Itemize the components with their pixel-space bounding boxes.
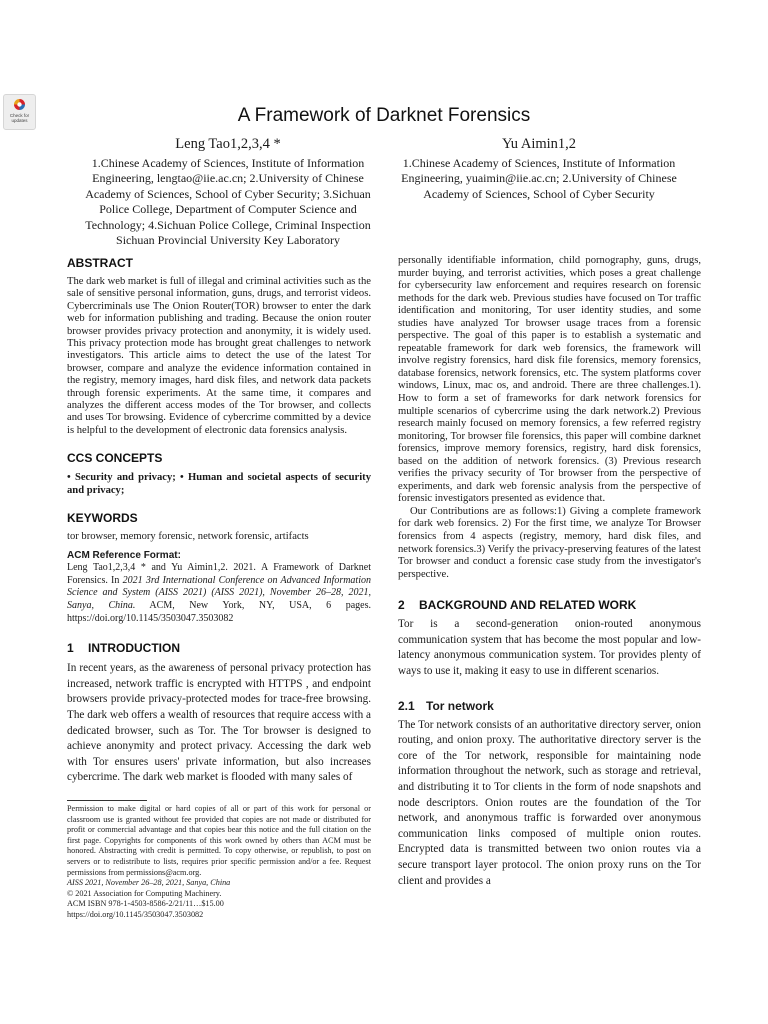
permission-venue: AISS 2021, November 26–28, 2021, Sanya, China [67,878,231,888]
reference-format-heading: ACM Reference Format: [67,550,181,562]
reference-text-end: ACM, New York, NY, USA, 6 pages. https://doi.org/10.1145/3503047.3503082 [67,600,371,624]
affiliation-line: Academy of Sciences, School of Cyber Security [423,186,655,201]
author-affiliation [72,156,384,248]
badge-text-line1: Check for [9,113,30,118]
affiliation-line: Sichuan Provincial University Key Laboratory [116,233,340,248]
section-number: 1 [67,641,74,656]
affiliation-line: 1.Chinese Academy of Sciences, Institute of Information [402,156,676,170]
author-name: Leng Tao1,2,3,4 * [175,136,281,152]
keywords-text: tor browser, memory forensic, network forensic, artifacts [67,531,309,543]
tor-network-text: The Tor network consists of an authoritative directory server, onion routing, and onion proxy. The authoritative directory server is the core of the Tor network, responsible for maintaining node information throughout the network, such as storage and retrieval, and distributing it to Tor clients in the form of node snapshots and node descriptors. Onion routes are the foundation of the Tor network, and anonymous traffic is forwarded over anonymous communication links composed of multiple onion routes. Encrypted data is transmitted between two onion routes via a secure transport layer protocol. The onion proxy runs on the Tor client and provides a [398,718,701,887]
author-block-2 [386,135,692,202]
tor-network-heading [398,698,701,714]
left-column [67,255,371,786]
affiliation-line: Technology; 4.Sichuan Police College, Criminal Inspection [85,217,371,232]
reference-venue: 2021 3rd International Conference on Advanced Information Science and System (AISS 2021) (AISS 2021), November 26–28, 2021, Sanya, China. [67,574,371,612]
intro-continued-para1: personally identifiable information, child pornography, guns, drugs, murder buying, and terrorist activities, which poses a great challenge for cybersecurity law enforcement and requires research on forensic methods for the dark web. Previous studies have focused on Tor traffic identification and monitoring, Tor user identity studies, and some studies have analyzed Tor browser usage traces from a forensic perspective. The goal of this paper is to establish a systematic and repeatable framework for dark web forensics, the framework will involve registry forensics, hard disk file forensics, memory forensics, database forensics, network forensics, etc. The system platforms cover windows, Linux, mac os, and android. There are three challenges.1). How to form a set of frameworks for dark network forensics for multiple scenarios of cybercrime using the dark network.2) Previous research mainly focused on memory forensics, a few referred registry monitoring, Tor browser file forensics, this paper will combine darknet forensics, improve memory forensics, registry, hard disk forensics, based on the addition of network forensics. (3) Previous research verifies the privacy security of Tor browser from the perspective of experiments, and dark web forensic analysis from the perspective of forensic investigators presented as evidence that. [398,255,701,505]
background-text: Tor is a second-generation onion-routed anonymous communication system that has become the most popular and low-latency anonymous communication system. Tor provides plenty of ways to use it, making it easy to use in different scenarios. [398,618,701,677]
intro-continued-para2: Our Contributions are as follows:1) Giving a complete framework for dark web forensics. 2) For the first time, we analyze Tor Browser forensics from 4 aspects (registry, memory, hard disk files, and network forensics.3) Verify the privacy-preserving features of the latest Tor browser and conduct a forensic case study from the investigator's perspective. [398,505,701,580]
subsection-title: Tor network [426,698,494,713]
reference-text-start: Leng Tao1,2,3,4 * and Yu Aimin1,2. 2021. A Framework of Darknet Forensics. In [67,562,371,586]
keywords-heading: KEYWORDS [67,511,138,526]
affiliation-line: Academy of Sciences, School of Cyber Security; 3.Sichuan [85,186,371,201]
affiliation-line: Engineering, lengtao@iie.ac.cn; 2.University of Chinese [92,171,364,186]
badge-text-line2: updates [11,118,28,123]
permission-doi[interactable]: https://doi.org/10.1145/3503047.3503082 [67,909,204,919]
abstract-text: The dark web market is full of illegal and criminal activities such as the sale of sensitive personal information, guns, drugs, and terrorist videos. Cybercriminals use The Onion Router(TOR) browser to enter the dark web for information publishing and trading. Because the onion router browser provides privacy protection and anonymity, it is widely used. This privacy protection mode has brought great challenges to network investigators. This article aims to detect the use of the latest Tor browser, compare and analyze the evidence information contained in the registry, memory images, hard disk files, and network data packets through forensic experiments. At the same time, it compares and analyzes the different access modes of the Tor browser, and collects and uses Tor browsing. Evidence of cybercrime committed by a device is helpful to the development of electronic data forensics analysis. [67,276,371,436]
affiliation-line: Police College, Department of Computer Science and [99,202,357,217]
introduction-heading [67,640,371,656]
reference-format-text [67,562,371,625]
abstract-heading: ABSTRACT [67,256,133,270]
permission-block [67,804,371,921]
author-affiliation [386,156,692,202]
background-heading [398,597,701,613]
section-title: BACKGROUND AND RELATED WORK [419,598,637,613]
section-number: 2 [398,598,405,613]
affiliation-line: Engineering, yuaimin@iie.ac.cn; 2.University of Chinese [401,171,677,186]
paper-title: A Framework of Darknet Forensics [237,105,531,126]
affiliation-line: 1.Chinese Academy of Sciences, Institute of Information [91,156,365,170]
permission-copyright: © 2021 Association for Computing Machinery. [67,888,222,898]
subsection-number: 2.1 [398,698,415,713]
ccs-heading: CCS CONCEPTS [67,451,163,466]
permission-isbn: ACM ISBN 978-1-4503-8586-2/21/11…$15.00 [67,899,224,909]
right-column [398,255,701,889]
permission-text: Permission to make digital or hard copies of all or part of this work for personal or classroom use is granted without fee provided that copies are not made or distributed for profit or commercial advantage and that copies bear this notice and the full citation on the first page. Copyrights for components of this work owned by others than ACM must be honored. Abstracting with credit is permitted. To copy otherwise, or republish, to post on servers or to redistribute to lists, requires prior specific permission and/or a fee. Request permissions from permissions@acm.org. [67,804,371,877]
introduction-text: In recent years, as the awareness of personal privacy protection has increased, network traffic is encrypted with HTTPS , and endpoint browsers provide privacy-protected modes for trace-free browsing. The dark web offers a wealth of resources that require access with a dedicated browser, such as Tor. The Tor browser is designed to achieve anonymity and protect privacy. Accessing the dark web with Tor ensures users' private information, but also increases cybercrime. The dark web market is flooded with many sales of [67,662,371,784]
author-block-1 [72,135,384,248]
section-title: INTRODUCTION [88,641,180,656]
author-name: Yu Aimin1,2 [501,136,577,152]
footnote-rule [67,800,147,801]
ccs-text: • Security and privacy; • Human and societal aspects of security and privacy; [67,472,371,497]
